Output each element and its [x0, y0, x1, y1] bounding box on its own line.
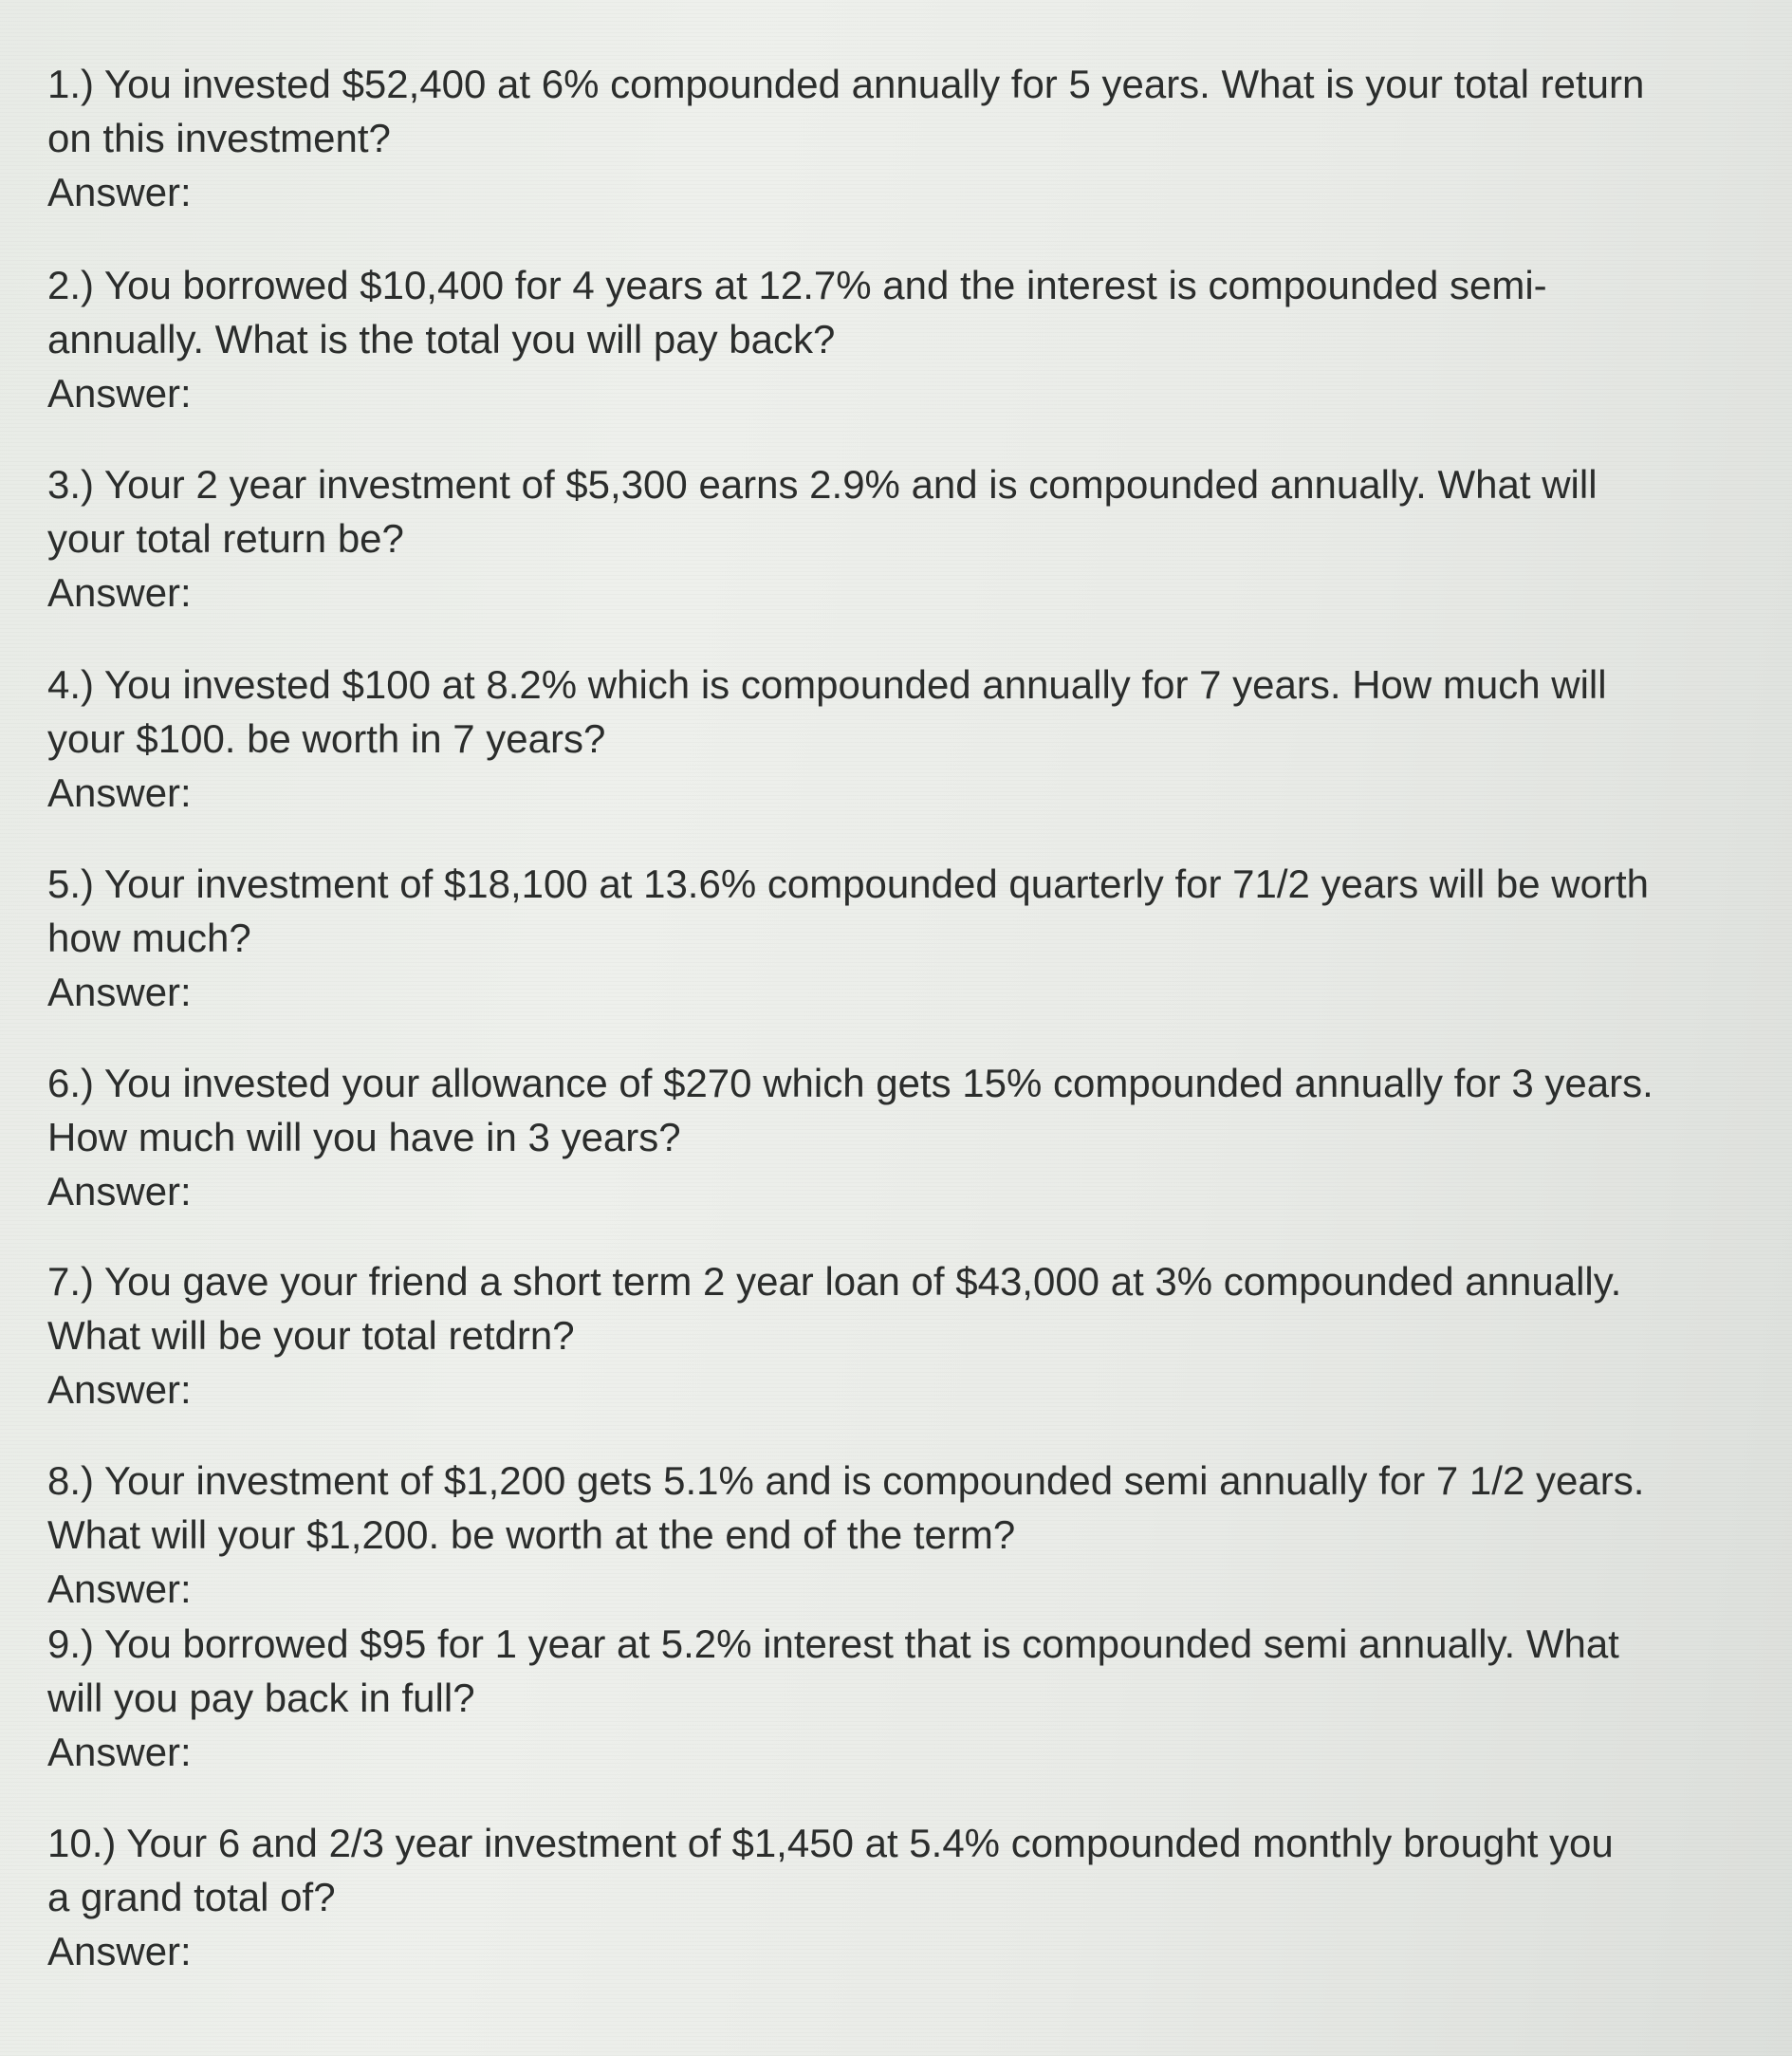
answer-label: Answer:	[47, 770, 192, 815]
question-4	[47, 658, 1755, 820]
question-text: 6.) You invested your allowance of $270 which gets 15% compounded annually for 3 years. How much will you have in 3 years?	[47, 1061, 1653, 1159]
question-3	[47, 457, 1755, 620]
question-2	[47, 258, 1755, 420]
question-text: 9.) You borrowed $95 for 1 year at 5.2% interest that is compounded semi annually. What will you pay back in full?	[47, 1621, 1619, 1720]
answer-label: Answer:	[47, 371, 192, 416]
question-5	[47, 857, 1755, 1019]
answer-label: Answer:	[47, 1367, 192, 1412]
question-text: 10.) Your 6 and 2/3 year investment of $1,450 at 5.4% compounded monthly brought you a grand total of?	[47, 1821, 1614, 1919]
question-text: 8.) Your investment of $1,200 gets 5.1% and is compounded semi annually for 7 1/2 years. What will your $1,200. be worth at the end of the term?	[47, 1458, 1645, 1557]
question-text: 3.) Your 2 year investment of $5,300 earns 2.9% and is compounded annually. What will your total return be?	[47, 462, 1598, 561]
question-9	[47, 1617, 1755, 1779]
question-1	[47, 57, 1755, 219]
question-text: 1.) You invested $52,400 at 6% compounded annually for 5 years. What is your total return on this investment?	[47, 62, 1645, 160]
answer-label: Answer:	[47, 170, 192, 214]
answer-label: Answer:	[47, 1169, 192, 1213]
answer-label: Answer:	[47, 570, 192, 615]
question-6	[47, 1056, 1755, 1218]
answer-label: Answer:	[47, 1730, 192, 1774]
question-8	[47, 1454, 1755, 1616]
question-7	[47, 1254, 1755, 1417]
question-10	[47, 1816, 1755, 1978]
answer-label: Answer:	[47, 1566, 192, 1611]
question-text: 4.) You invested $100 at 8.2% which is compounded annually for 7 years. How much will your $100. be worth in 7 years?	[47, 662, 1607, 761]
answer-label: Answer:	[47, 970, 192, 1014]
question-text: 2.) You borrowed $10,400 for 4 years at 12.7% and the interest is compounded semi- annually. What is the total you will pay back?	[47, 263, 1547, 361]
question-text: 7.) You gave your friend a short term 2 year loan of $43,000 at 3% compounded annually. What will be your total retdrn?	[47, 1259, 1622, 1358]
answer-label: Answer:	[47, 1929, 192, 1973]
question-text: 5.) Your investment of $18,100 at 13.6% compounded quarterly for 71/2 years will be worth how much?	[47, 861, 1649, 960]
